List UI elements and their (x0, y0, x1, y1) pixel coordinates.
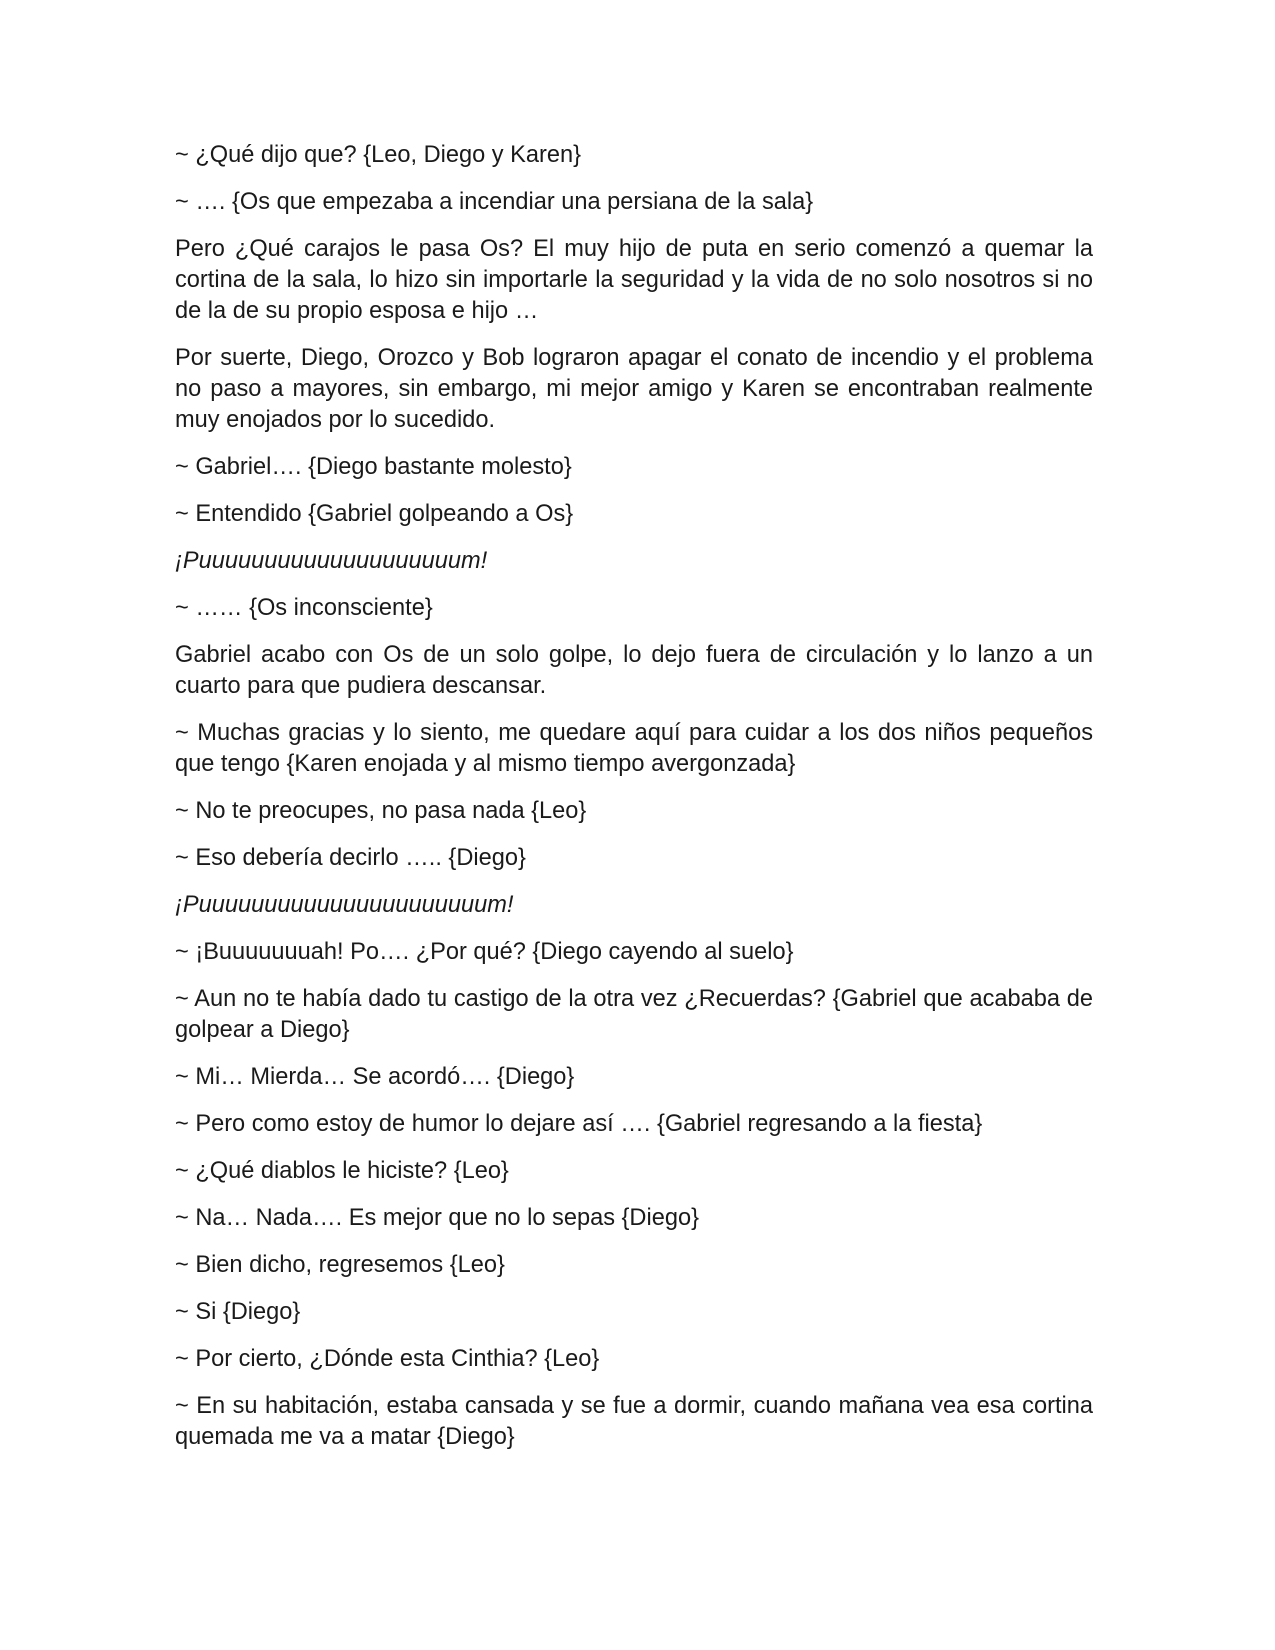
dialogue-line: ~ ¡Buuuuuuuah! Po…. ¿Por qué? {Diego cayendo al suelo} (175, 939, 794, 965)
narration-paragraph: Por suerte, Diego, Orozco y Bob lograron apagar el conato de incendio y el problema no paso a mayores, sin embargo, mi mejor amigo y Karen se encontraban realmente muy enojados por lo sucedido. (175, 345, 1093, 433)
dialogue-line: ~ Eso debería decirlo ….. {Diego} (175, 845, 526, 871)
dialogue-line: ~ Aun no te había dado tu castigo de la otra vez ¿Recuerdas? {Gabriel que acababa de golpear a Diego} (175, 986, 1093, 1043)
dialogue-line: ~ Entendido {Gabriel golpeando a Os} (175, 501, 574, 527)
document-page (175, 140, 1093, 1469)
dialogue-line: ~ Na… Nada…. Es mejor que no lo sepas {Diego} (175, 1205, 699, 1231)
dialogue-line: ~ ¿Qué dijo que? {Leo, Diego y Karen} (175, 142, 581, 168)
dialogue-line: ~ Pero como estoy de humor lo dejare así …. {Gabriel regresando a la fiesta} (175, 1111, 983, 1137)
sound-effect: ¡Puuuuuuuuuuuuuuuuuuuum! (175, 548, 488, 574)
narration-paragraph: Gabriel acabo con Os de un solo golpe, lo dejo fuera de circulación y lo lanzo a un cuarto para que pudiera descansar. (175, 642, 1093, 699)
dialogue-line: ~ Por cierto, ¿Dónde esta Cinthia? {Leo} (175, 1346, 600, 1372)
dialogue-line: ~ …. {Os que empezaba a incendiar una persiana de la sala} (175, 189, 814, 215)
dialogue-line: ~ Muchas gracias y lo siento, me quedare aquí para cuidar a los dos niños pequeños que tengo {Karen enojada y al mismo tiempo avergonzada} (175, 720, 1093, 777)
dialogue-line: ~ Bien dicho, regresemos {Leo} (175, 1252, 505, 1278)
dialogue-line: ~ Mi… Mierda… Se acordó…. {Diego} (175, 1064, 575, 1090)
narration-paragraph: Pero ¿Qué carajos le pasa Os? El muy hijo de puta en serio comenzó a quemar la cortina de la sala, lo hizo sin importarle la seguridad y la vida de no solo nosotros si no de la de su propio esposa e hijo … (175, 236, 1093, 324)
dialogue-line: ~ Gabriel…. {Diego bastante molesto} (175, 454, 572, 480)
sound-effect: ¡Puuuuuuuuuuuuuuuuuuuuuum! (175, 892, 514, 918)
dialogue-line: ~ En su habitación, estaba cansada y se fue a dormir, cuando mañana vea esa cortina quemada me va a matar {Diego} (175, 1393, 1093, 1450)
dialogue-line: ~ Si {Diego} (175, 1299, 301, 1325)
dialogue-line: ~ No te preocupes, no pasa nada {Leo} (175, 798, 587, 824)
dialogue-line: ~ ¿Qué diablos le hiciste? {Leo} (175, 1158, 509, 1184)
dialogue-line: ~ …… {Os inconsciente} (175, 595, 433, 621)
